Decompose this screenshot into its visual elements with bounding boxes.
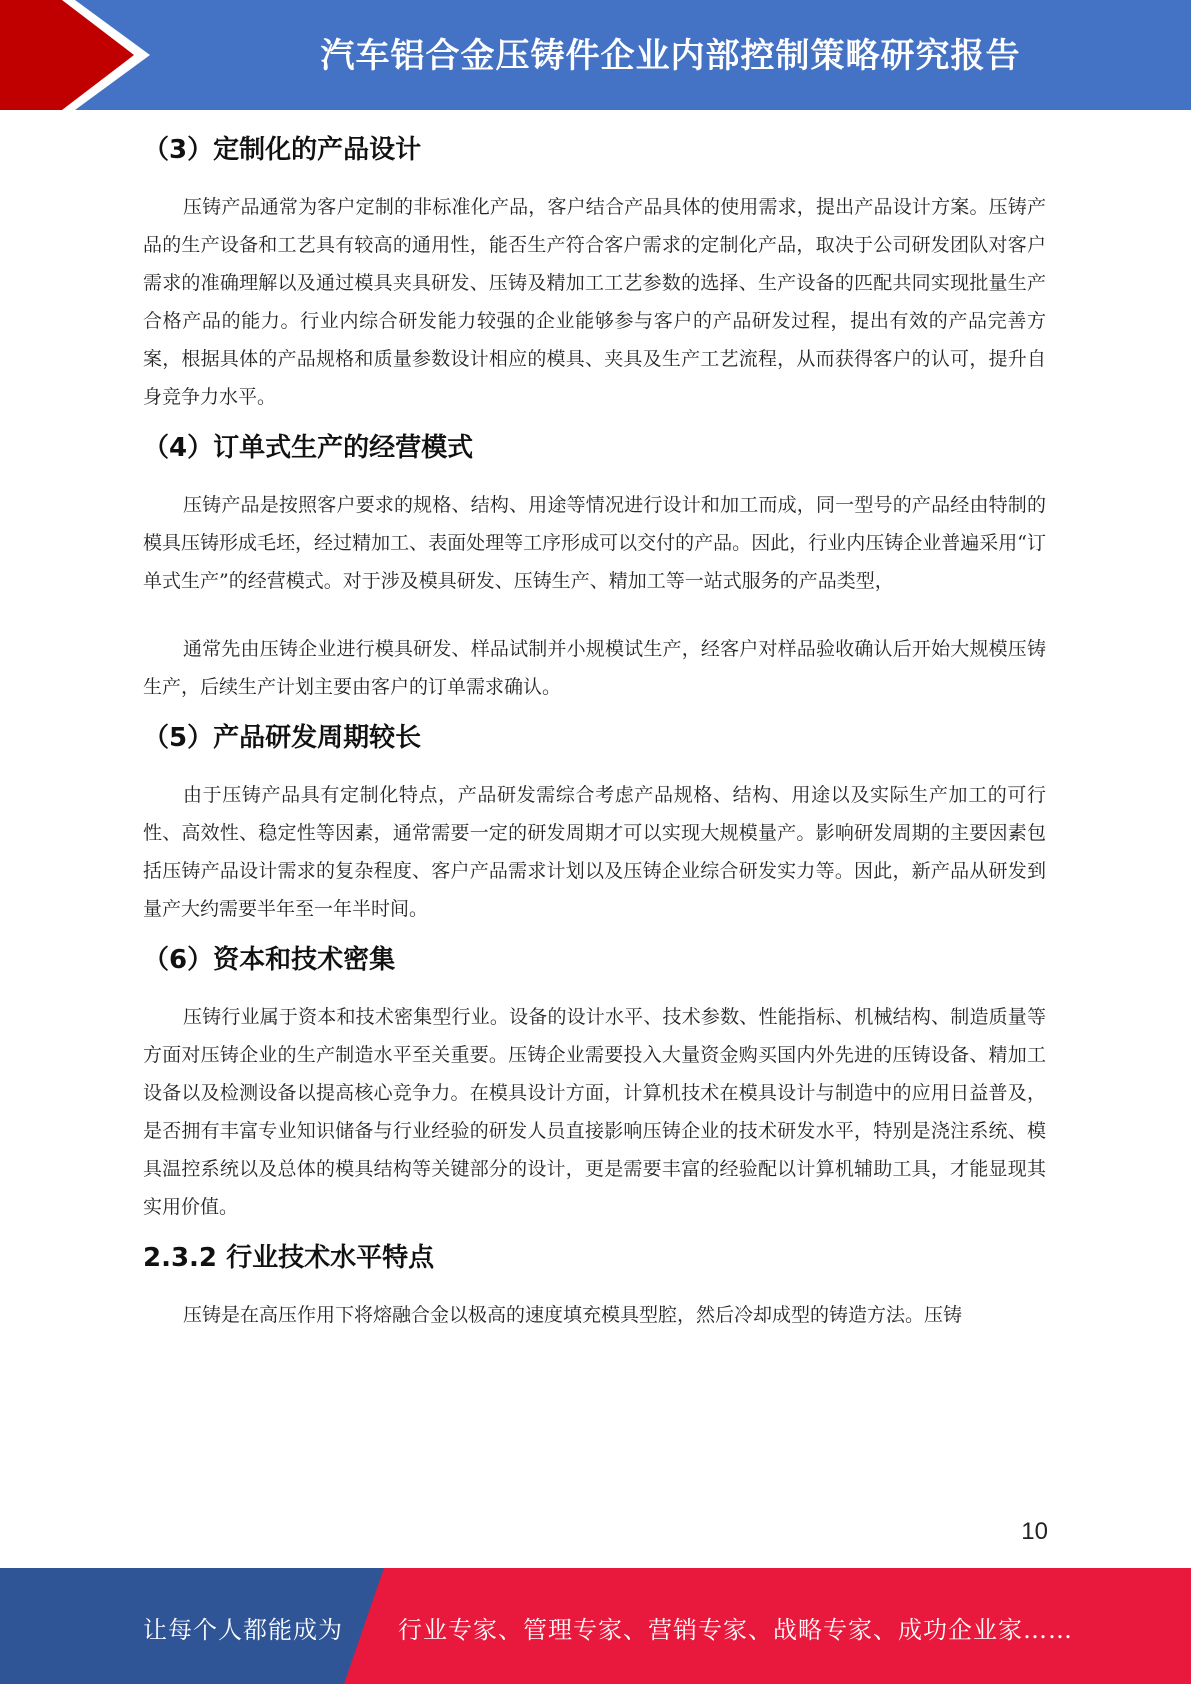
body-paragraph: 压铸产品通常为客户定制的非标准化产品，客户结合产品具体的使用需求，提出产品设计方案。压铸产品的生产设备和工艺具有较高的通用性，能否生产符合客户需求的定制化产品，取决于公司研发团队对客户需求的准确理解以及通过模具夹具研发、压铸及精加工工艺参数的选择、生产设备的匹配共同实现批量生产合格产品的能力。行业内综合研发能力较强的企业能够参与客户的产品研发过程，提出有效的产品完善方案，根据具体的产品规格和质量参数设计相应的模具、夹具及生产工艺流程，从而获得客户的认可，提升自身竞争力水平。 <box>143 196 1046 408</box>
red-chevron-icon <box>0 0 160 110</box>
body-paragraph: 由于压铸产品具有定制化特点，产品研发需综合考虑产品规格、结构、用途以及实际生产加工的可行性、高效性、稳定性等因素，通常需要一定的研发周期才可以实现大规模量产。影响研发周期的主要因素包括压铸产品设计需求的复杂程度、客户产品需求计划以及压铸企业综合研发实力等。因此，新产品从研发到量产大约需要半年至一年半时间。 <box>143 784 1046 920</box>
body-paragraph: 通常先由压铸企业进行模具研发、样品试制并小规模试生产，经客户对样品验收确认后开始大规模压铸生产，后续生产计划主要由客户的订单需求确认。 <box>143 638 1046 698</box>
section-heading: （6）资本和技术密集 <box>143 945 396 975</box>
page-number: 10 <box>1021 1518 1048 1545</box>
section-heading: 2.3.2 行业技术水平特点 <box>143 1243 435 1273</box>
section-heading: （5）产品研发周期较长 <box>143 723 422 753</box>
body-paragraph: 压铸是在高压作用下将熔融合金以极高的速度填充模具型腔，然后冷却成型的铸造方法。压铸 <box>183 1304 963 1326</box>
section-heading: （3）定制化的产品设计 <box>143 135 422 165</box>
section <box>143 130 1046 416</box>
footer-banner <box>0 1568 1191 1684</box>
body-paragraph: 压铸行业属于资本和技术密集型行业。设备的设计水平、技术参数、性能指标、机械结构、制造质量等方面对压铸企业的生产制造水平至关重要。压铸企业需要投入大量资金购买国内外先进的压铸设备、精加工设备以及检测设备以提高核心竞争力。在模具设计方面，计算机技术在模具设计与制造中的应用日益普及，是否拥有丰富专业知识储备与行业经验的研发人员直接影响压铸企业的技术研发水平，特别是浇注系统、模具温控系统以及总体的模具结构等关键部分的设计，更是需要丰富的经验配以计算机辅助工具，才能显现其实用价值。 <box>143 1006 1046 1218</box>
page-content <box>143 130 1046 1334</box>
section <box>143 940 1046 1226</box>
footer-slogan-left: 让每个人都能成为 <box>143 1616 343 1644</box>
section-heading: （4）订单式生产的经营模式 <box>143 433 474 463</box>
footer-slogan-right: 行业专家、管理专家、营销专家、战略专家、成功企业家…… <box>398 1616 1073 1644</box>
section <box>143 428 1046 706</box>
section <box>143 1238 1046 1334</box>
report-title: 汽车铝合金压铸件企业内部控制策略研究报告 <box>320 36 1021 76</box>
body-paragraph: 压铸产品是按照客户要求的规格、结构、用途等情况进行设计和加工而成，同一型号的产品经由特制的模具压铸形成毛坯，经过精加工、表面处理等工序形成可以交付的产品。因此，行业内压铸企业普遍采用“订单式生产”的经营模式。对于涉及模具研发、压铸生产、精加工等一站式服务的产品类型， <box>143 494 1046 592</box>
section <box>143 718 1046 928</box>
header-banner <box>0 0 1191 110</box>
